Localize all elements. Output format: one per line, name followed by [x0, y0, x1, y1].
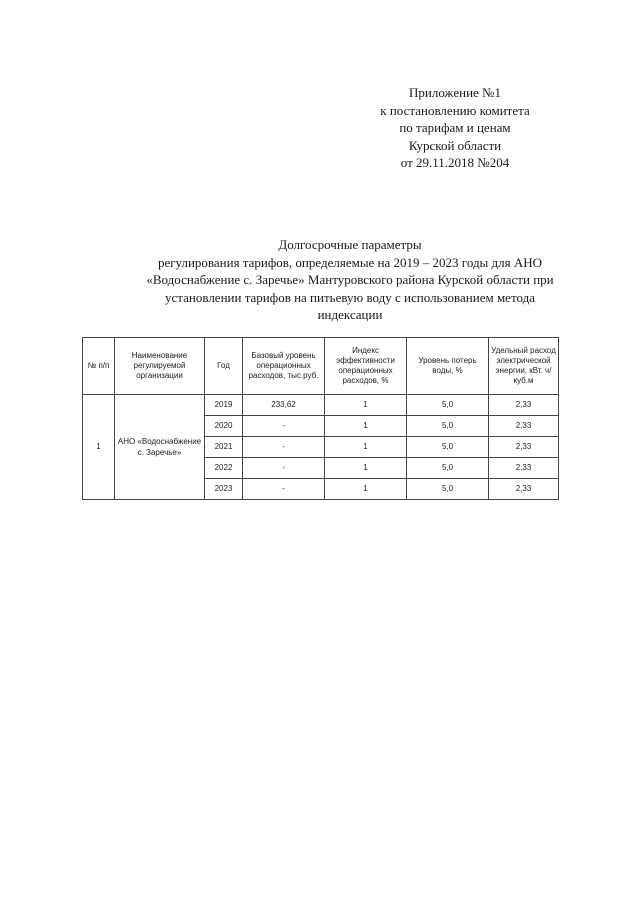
base-costs-cell: - [243, 458, 325, 479]
efficiency-index-cell: 1 [325, 395, 407, 416]
title-line: «Водоснабжение с. Заречье» Мантуровского района Курской области при [146, 272, 554, 287]
title-line: Долгосрочные параметры [278, 237, 422, 252]
base-costs-cell: 233,62 [243, 395, 325, 416]
appendix-line: к постановлению комитета [380, 102, 530, 118]
efficiency-index-cell: 1 [325, 437, 407, 458]
header-water-losses: Уровень потерь воды, % [407, 338, 489, 395]
energy-consumption-cell: 2,33 [489, 437, 559, 458]
year-cell: 2022 [205, 458, 243, 479]
year-cell: 2021 [205, 437, 243, 458]
year-cell: 2019 [205, 395, 243, 416]
water-losses-cell: 5,0 [407, 395, 489, 416]
base-costs-cell: - [243, 479, 325, 500]
document-title [60, 236, 640, 324]
title-line: индексации [317, 307, 383, 322]
title-line: установлении тарифов на питьевую воду с использованием метода [165, 289, 535, 305]
tariff-parameters-table [82, 337, 559, 500]
title-line: регулирования тарифов, определяемые на 2019 – 2023 годы для АНО [157, 254, 543, 270]
appendix-block [360, 84, 550, 172]
header-year: Год [205, 338, 243, 395]
energy-consumption-cell: 2,33 [489, 458, 559, 479]
appendix-line: по тарифам и ценам [399, 120, 511, 135]
year-cell: 2023 [205, 479, 243, 500]
base-costs-cell: - [243, 416, 325, 437]
header-base-costs: Базовый уровень операционных расходов, тыс.руб. [243, 338, 325, 395]
year-cell: 2020 [205, 416, 243, 437]
appendix-line: Курской области [408, 137, 502, 153]
energy-consumption-cell: 2,33 [489, 479, 559, 500]
water-losses-cell: 5,0 [407, 437, 489, 458]
header-energy-consumption: Удельный расход электрической энергии, кВт. ч/куб.м [489, 338, 559, 395]
water-losses-cell: 5,0 [407, 479, 489, 500]
header-efficiency-index: Индекс эффективности операционных расходов, % [325, 338, 407, 395]
efficiency-index-cell: 1 [325, 458, 407, 479]
table-header-row [83, 338, 559, 395]
water-losses-cell: 5,0 [407, 458, 489, 479]
energy-consumption-cell: 2,33 [489, 416, 559, 437]
organization-cell: АНО «Водоснабжение с. Заречье» [115, 395, 205, 500]
appendix-line: Приложение №1 [409, 85, 501, 100]
row-number-cell: 1 [83, 395, 115, 500]
header-number: № п/п [83, 338, 115, 395]
efficiency-index-cell: 1 [325, 479, 407, 500]
appendix-line: от 29.11.2018 №204 [400, 155, 510, 170]
efficiency-index-cell: 1 [325, 416, 407, 437]
header-organization: Наименование регулируемой организации [115, 338, 205, 395]
water-losses-cell: 5,0 [407, 416, 489, 437]
table-row [83, 395, 559, 416]
energy-consumption-cell: 2,33 [489, 395, 559, 416]
base-costs-cell: - [243, 437, 325, 458]
